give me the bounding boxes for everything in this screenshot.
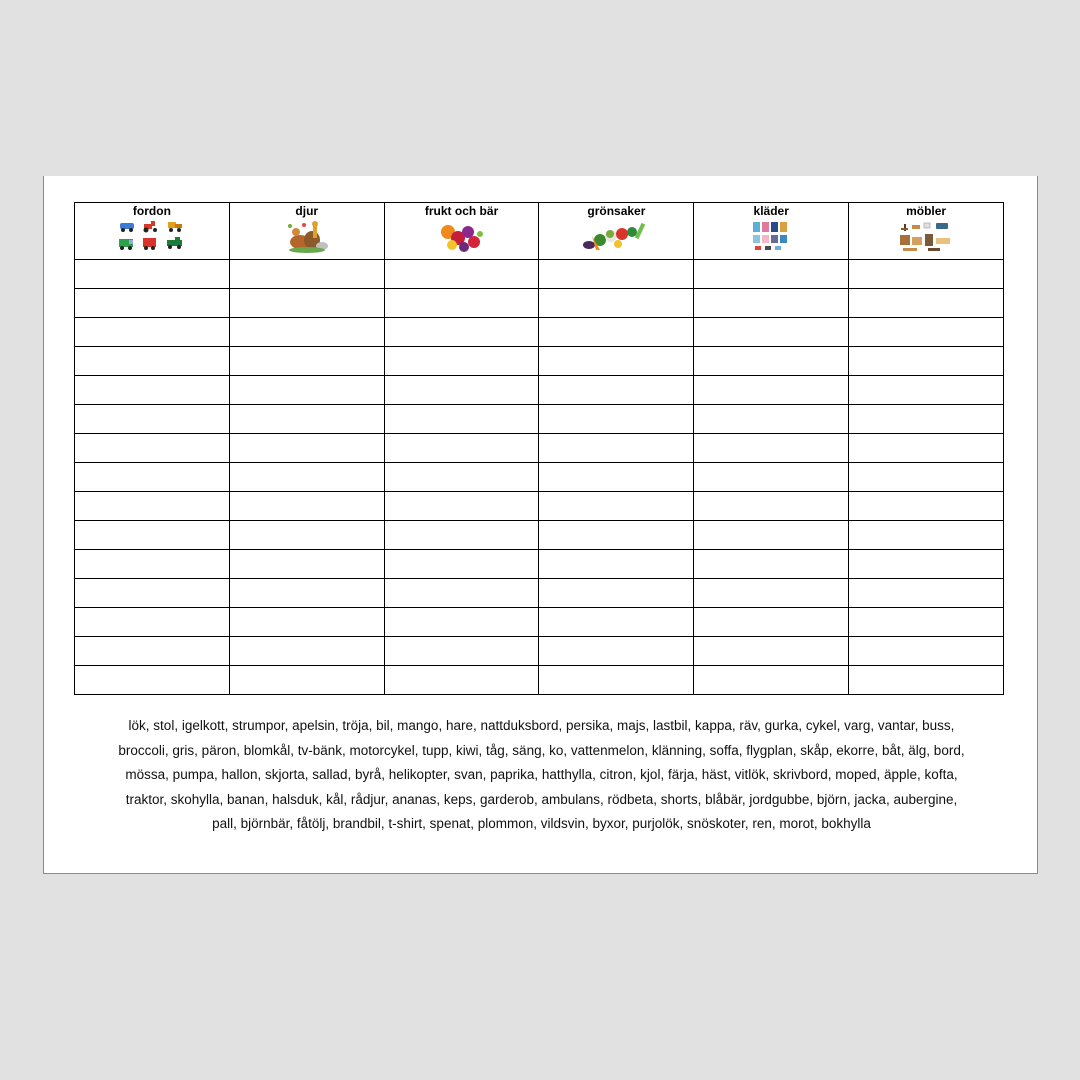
table-cell[interactable]: [694, 405, 849, 434]
worksheet-page: [43, 176, 1038, 874]
category-header-frukt-och-bar: [384, 203, 539, 260]
table-cell[interactable]: [384, 289, 539, 318]
table-cell[interactable]: [384, 608, 539, 637]
table-cell[interactable]: [694, 376, 849, 405]
vehicles-icon: [113, 220, 191, 252]
table-cell[interactable]: [694, 579, 849, 608]
table-cell[interactable]: [229, 347, 384, 376]
table-cell[interactable]: [539, 608, 694, 637]
table-cell[interactable]: [384, 492, 539, 521]
table-cell[interactable]: [75, 608, 230, 637]
table-cell[interactable]: [75, 550, 230, 579]
table-row: [75, 347, 1004, 376]
table-cell[interactable]: [849, 347, 1004, 376]
category-label: djur: [295, 204, 319, 218]
table-cell[interactable]: [849, 463, 1004, 492]
table-cell[interactable]: [539, 579, 694, 608]
category-header-fordon: [75, 203, 230, 260]
clothes-icon: [751, 220, 791, 254]
table-cell[interactable]: [75, 666, 230, 695]
table-cell[interactable]: [384, 521, 539, 550]
category-label: kläder: [753, 204, 789, 218]
table-cell[interactable]: [384, 666, 539, 695]
table-cell[interactable]: [539, 318, 694, 347]
furniture-icon: [898, 220, 954, 254]
table-row: [75, 260, 1004, 289]
table-cell[interactable]: [539, 550, 694, 579]
table-cell[interactable]: [694, 434, 849, 463]
table-cell[interactable]: [75, 492, 230, 521]
table-row: [75, 434, 1004, 463]
table-cell[interactable]: [229, 550, 384, 579]
table-cell[interactable]: [849, 260, 1004, 289]
table-cell[interactable]: [229, 579, 384, 608]
animals-icon: [282, 220, 332, 254]
word-bank-line: lök, stol, igelkott, strumpor, apelsin, tröja, bil, mango, hare, nattduksbord, persika, majs, lastbil, kappa, räv, gurka, cykel, varg, vantar, buss,: [128, 718, 955, 733]
table-cell[interactable]: [539, 260, 694, 289]
table-cell[interactable]: [75, 318, 230, 347]
table-cell[interactable]: [539, 405, 694, 434]
word-bank-line: broccoli, gris, päron, blomkål, tv-bänk, motorcykel, tupp, kiwi, tåg, säng, ko, vattenmelon, klänning, soffa, flygplan, skåp, ekorre, båt, älg, bord,: [118, 742, 965, 758]
table-row: [75, 579, 1004, 608]
category-label: fordon: [132, 204, 171, 218]
table-cell[interactable]: [384, 318, 539, 347]
table-row: [75, 318, 1004, 347]
table-cell[interactable]: [75, 347, 230, 376]
answer-rows: [75, 260, 1004, 695]
category-header-klader: [694, 203, 849, 260]
vegetables-icon: [580, 220, 652, 252]
table-cell[interactable]: [229, 666, 384, 695]
word-bank-line: pall, björnbär, fåtölj, brandbil, t-shirt, spenat, plommon, vildsvin, byxor, purjolök, snöskoter, ren, morot, bokhylla: [212, 816, 871, 832]
table-cell[interactable]: [694, 318, 849, 347]
table-cell[interactable]: [539, 289, 694, 318]
table-cell[interactable]: [694, 521, 849, 550]
table-cell[interactable]: [75, 434, 230, 463]
table-cell[interactable]: [75, 376, 230, 405]
table-cell[interactable]: [694, 347, 849, 376]
table-cell[interactable]: [75, 289, 230, 318]
table-row: [75, 492, 1004, 521]
table-cell[interactable]: [75, 579, 230, 608]
table-cell[interactable]: [694, 260, 849, 289]
table-cell[interactable]: [849, 405, 1004, 434]
table-cell[interactable]: [229, 434, 384, 463]
table-cell[interactable]: [849, 289, 1004, 318]
table-cell[interactable]: [849, 521, 1004, 550]
table-cell[interactable]: [539, 666, 694, 695]
table-cell[interactable]: [539, 463, 694, 492]
table-cell[interactable]: [849, 492, 1004, 521]
table-row: [75, 463, 1004, 492]
category-header-row: [75, 203, 1004, 260]
table-cell[interactable]: [539, 637, 694, 666]
table-cell[interactable]: [849, 550, 1004, 579]
table-cell[interactable]: [849, 434, 1004, 463]
table-cell[interactable]: [694, 608, 849, 637]
category-header-djur: [229, 203, 384, 260]
sorting-table: [74, 202, 1004, 695]
table-cell[interactable]: [539, 492, 694, 521]
table-cell[interactable]: [229, 492, 384, 521]
table-cell[interactable]: [384, 405, 539, 434]
table-cell[interactable]: [75, 521, 230, 550]
table-cell[interactable]: [384, 260, 539, 289]
table-cell[interactable]: [694, 637, 849, 666]
fruit-berries-icon: [436, 220, 488, 254]
table-cell[interactable]: [229, 260, 384, 289]
table-row: [75, 666, 1004, 695]
category-label: möbler: [906, 204, 947, 218]
table-cell[interactable]: [229, 521, 384, 550]
category-label: frukt och bär: [424, 204, 499, 218]
category-header-mobler: [849, 203, 1004, 260]
table-cell[interactable]: [75, 260, 230, 289]
table-cell[interactable]: [384, 637, 539, 666]
table-cell[interactable]: [229, 608, 384, 637]
table-cell[interactable]: [694, 666, 849, 695]
category-label: grönsaker: [587, 204, 646, 218]
table-cell[interactable]: [75, 637, 230, 666]
table-row: [75, 521, 1004, 550]
table-cell[interactable]: [229, 376, 384, 405]
table-cell[interactable]: [384, 434, 539, 463]
table-cell[interactable]: [539, 347, 694, 376]
word-bank: [74, 714, 1009, 837]
table-cell[interactable]: [849, 318, 1004, 347]
table-row: [75, 289, 1004, 318]
table-cell[interactable]: [694, 289, 849, 318]
table-cell[interactable]: [384, 550, 539, 579]
table-cell[interactable]: [694, 492, 849, 521]
table-cell[interactable]: [849, 608, 1004, 637]
table-cell[interactable]: [849, 579, 1004, 608]
table-row: [75, 550, 1004, 579]
word-bank-line: traktor, skohylla, banan, halsduk, kål, rådjur, ananas, keps, garderob, ambulans, rödbeta, shorts, blåbär, jordgubbe, björn, jacka, aubergine,: [125, 791, 958, 807]
word-bank-line: mössa, pumpa, hallon, skjorta, sallad, byrå, helikopter, svan, paprika, hatthylla, citron, kjol, färja, häst, vitlök, skrivbord, moped, äpple, kofta,: [125, 767, 958, 783]
table-cell[interactable]: [229, 318, 384, 347]
table-cell[interactable]: [384, 376, 539, 405]
table-cell[interactable]: [849, 376, 1004, 405]
table-row: [75, 405, 1004, 434]
table-row: [75, 376, 1004, 405]
table-cell[interactable]: [539, 521, 694, 550]
table-cell[interactable]: [539, 376, 694, 405]
table-cell[interactable]: [229, 289, 384, 318]
table-row: [75, 637, 1004, 666]
table-cell[interactable]: [849, 637, 1004, 666]
table-cell[interactable]: [694, 463, 849, 492]
table-cell[interactable]: [384, 579, 539, 608]
table-cell[interactable]: [539, 434, 694, 463]
table-cell[interactable]: [229, 405, 384, 434]
table-cell[interactable]: [229, 463, 384, 492]
table-cell[interactable]: [384, 463, 539, 492]
table-cell[interactable]: [694, 550, 849, 579]
table-row: [75, 608, 1004, 637]
table-cell[interactable]: [384, 347, 539, 376]
table-cell[interactable]: [75, 463, 230, 492]
category-header-gronsaker: [539, 203, 694, 260]
table-cell[interactable]: [75, 405, 230, 434]
table-cell[interactable]: [229, 637, 384, 666]
table-cell[interactable]: [849, 666, 1004, 695]
